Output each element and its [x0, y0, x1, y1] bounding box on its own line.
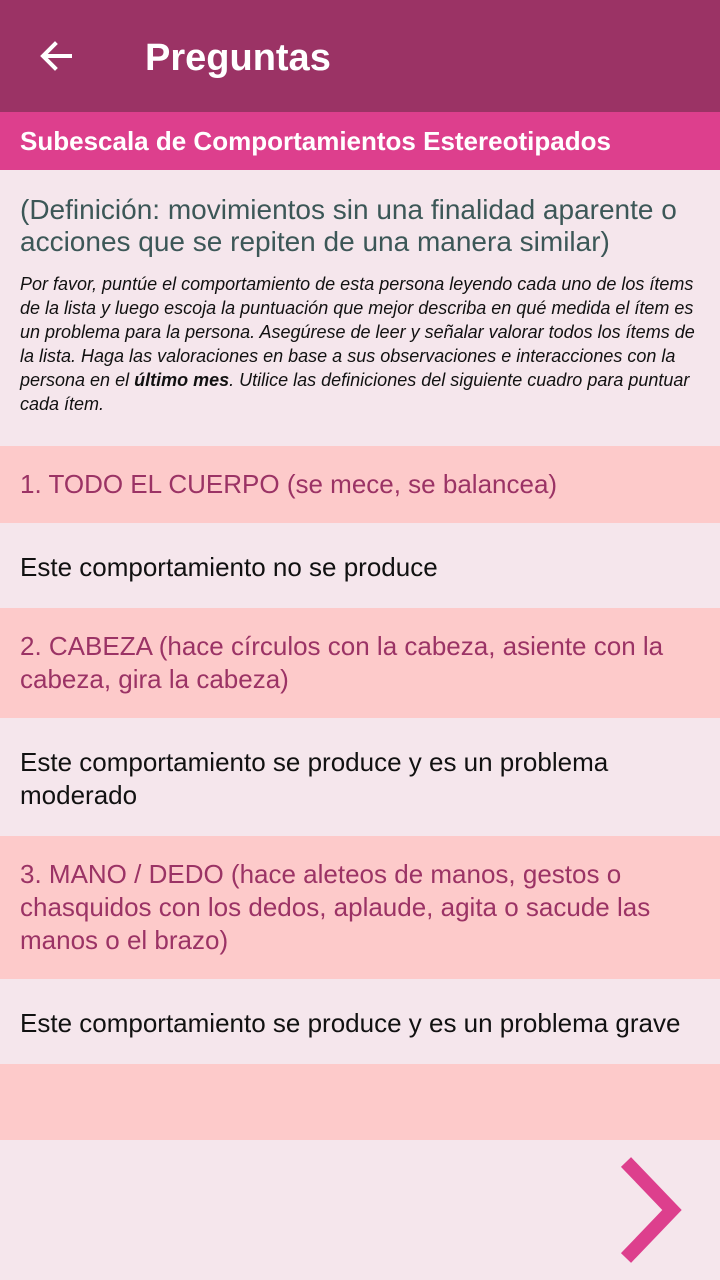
next-button[interactable] — [606, 1150, 696, 1270]
question-item-3: 3. MANO / DEDO (hace aleteos de manos, gestos o chasquidos con los dedos, aplaude, agita o sacude las manos o el brazo) — [0, 836, 720, 979]
chevron-right-icon — [606, 1150, 696, 1270]
questions-list[interactable] — [0, 170, 720, 1140]
answer-item-1[interactable]: Este comportamiento no se produce — [0, 523, 720, 608]
definition-text: (Definición: movimientos sin una finalidad aparente o acciones que se repiten de una manera similar) — [20, 194, 677, 257]
app-bar — [0, 0, 720, 112]
arrow-left-icon — [38, 38, 74, 74]
section-title: Subescala de Comportamientos Estereotipados — [0, 112, 720, 170]
intro-block — [0, 170, 720, 446]
question-item-1: 1. TODO EL CUERPO (se mece, se balancea) — [0, 446, 720, 523]
instructions-pre: Por favor, puntúe el comportamiento de esta persona leyendo cada uno de los ítems de la lista y luego escoja la puntuación que mejor describa en qué medida el ítem es un problema para la persona. Asegúrese de leer y señalar valorar todos los ítems de la lista. Haga las valoraciones en base a sus observaciones e interacciones con la persona en el — [20, 274, 695, 390]
question-item-4-partial — [0, 1064, 720, 1140]
question-item-2: 2. CABEZA (hace círculos con la cabeza, asiente con la cabeza, gira la cabeza) — [0, 608, 720, 718]
instructions-text — [20, 272, 700, 416]
page-title: Preguntas — [145, 37, 331, 79]
answer-item-2[interactable]: Este comportamiento se produce y es un problema moderado — [0, 718, 720, 836]
answer-item-3[interactable]: Este comportamiento se produce y es un problema grave — [0, 979, 720, 1064]
back-button[interactable] — [24, 24, 88, 88]
instructions-post: . Utilice las definiciones del siguiente cuadro para puntuar cada ítem. — [20, 370, 690, 414]
instructions-bold: último mes — [134, 370, 230, 390]
